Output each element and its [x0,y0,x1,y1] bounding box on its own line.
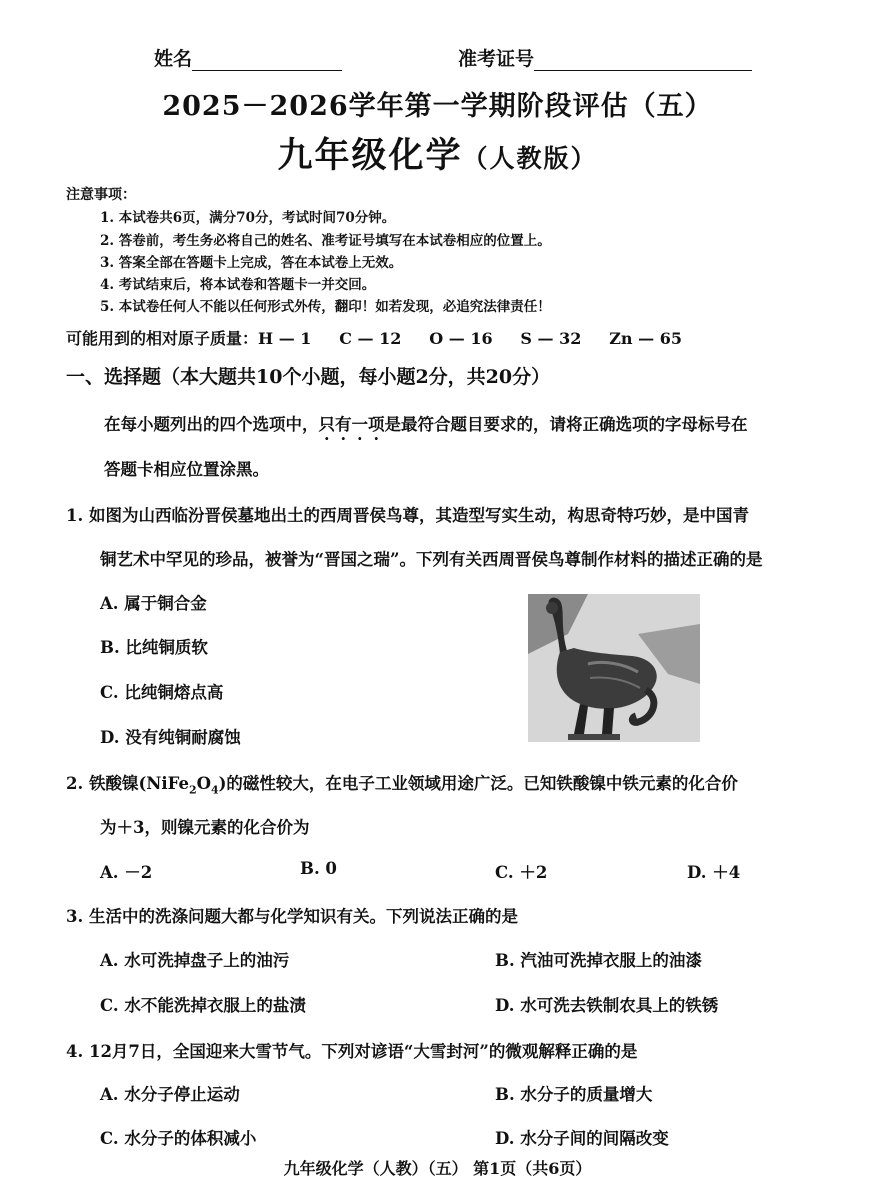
notice-item: 1. 本试卷共6页，满分70分，考试时间70分钟。 [100,210,396,226]
emphasis-char: 有 [335,415,352,434]
question-3-text: 3. 生活中的洗涤问题大都与化学知识有关。下列说法正确的是 [66,907,518,926]
q3-option-c[interactable]: C. 水不能洗掉衣服上的盐渍 [100,996,306,1015]
q1-option-d[interactable]: D. 没有纯铜耐腐蚀 [100,728,241,747]
q2-text-post: )的磁性较大，在电子工业领域用途广泛。已知铁酸镍中铁元素的化合价 [218,774,738,793]
bronze-bird-icon [528,594,700,742]
section-instruction-line2: 答题卡相应位置涂黑。 [104,460,269,479]
section-title: 一、选择题（本大题共10个小题，每小题2分，共20分） [66,366,551,388]
question-4-text: 4. 12月7日，全国迎来大雪节气。下列对谚语“大雪封河”的微观解释正确的是 [66,1042,638,1061]
exam-number-label: 准考证号 [458,48,535,70]
question-2-text [66,770,738,796]
q2-option-d[interactable]: D. ＋4 [687,863,741,882]
notice-item: 4. 考试结束后，将本试卷和答题卡一并交回。 [100,277,376,293]
page-footer: 九年级化学（人教）（五） 第1页（共6页） [283,1159,592,1178]
notice-item: 3. 答案全部在答题卡上完成，答在本试卷上无效。 [100,255,403,271]
name-field[interactable] [154,44,342,71]
emphasis-char: 只 [318,415,335,434]
edition-label: （人教版） [462,144,598,173]
instruction-text: 在每小题列出的四个选项中， [104,415,319,434]
q4-option-a[interactable]: A. 水分子停止运动 [100,1085,240,1104]
q2-option-b[interactable]: B. 0 [300,859,337,878]
notice-item: 2. 答卷前，考生务必将自己的姓名、准考证号填写在本试卷相应的位置上。 [100,233,551,249]
q1-option-b[interactable]: B. 比纯铜质软 [100,638,208,657]
q2-subscript-2: 2 [188,783,197,797]
q3-option-b[interactable]: B. 汽油可洗掉衣服上的油漆 [495,951,702,970]
exam-title: 2025－2026学年第一学期阶段评估（五） [162,91,713,122]
name-blank[interactable] [192,52,342,71]
atomic-masses: 可能用到的相对原子质量：H — 1 C — 12 O — 16 S — 32 Zn — 65 [66,329,682,348]
exam-number-blank[interactable] [534,52,752,71]
q4-option-d[interactable]: D. 水分子间的间隔改变 [495,1129,669,1148]
question-1-text-cont: 铜艺术中罕见的珍品，被誉为“晋国之瑞”。下列有关西周晋侯鸟尊制作材料的描述正确的是 [100,550,763,569]
q2-subscript-4: 4 [210,783,219,797]
exam-subtitle [0,128,875,178]
q1-option-c[interactable]: C. 比纯铜熔点高 [100,683,224,702]
q2-option-a[interactable]: A. －2 [100,863,153,882]
exam-number-field[interactable] [458,44,752,71]
q1-option-a[interactable]: A. 属于铜合金 [100,594,207,613]
bird-zun-photo [528,594,700,742]
subject-title: 九年级化学 [277,135,463,176]
notice-item: 5. 本试卷任何人不能以任何形式外传，翻印！如若发现，必追究法律责任！ [100,299,551,315]
question-2-text-cont: 为＋3，则镍元素的化合价为 [100,818,310,837]
notice-heading: 注意事项： [66,187,136,203]
emphasis-char: 项 [368,415,385,434]
name-label: 姓名 [154,48,193,70]
q3-option-a[interactable]: A. 水可洗掉盘子上的油污 [100,951,290,970]
q2-text-pre: 2. 铁酸镍(NiFe [66,774,189,793]
emphasis-char: 一 [351,415,368,434]
instruction-text: 是最符合题目要求的，请将正确选项的字母标号在 [384,415,748,434]
q4-option-c[interactable]: C. 水分子的体积减小 [100,1129,257,1148]
q4-option-b[interactable]: B. 水分子的质量增大 [495,1085,653,1104]
q3-option-d[interactable]: D. 水可洗去铁制农具上的铁锈 [495,996,719,1015]
q2-text-mid: O [196,774,211,793]
q2-option-c[interactable]: C. ＋2 [495,863,548,882]
question-1-text: 1. 如图为山西临汾晋侯墓地出土的西周晋侯鸟尊，其造型写实生动，构思奇特巧妙，是中国青 [66,506,749,525]
section-instruction [104,411,748,435]
